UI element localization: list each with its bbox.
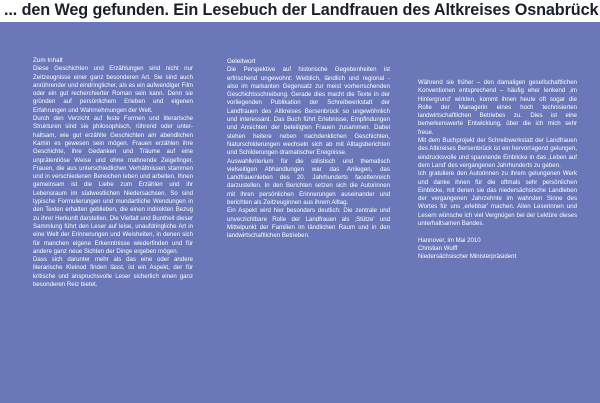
- paragraph: Diese Geschichten und Erzählungen sind nicht nur Zeitzeugnisse einer ganz besonderen Art. Sie sind auch anrührender und eindringlicher, als es ein aufwendiger Film oder ein gut recherchierter Roman sein kann. Denn sie gründen auf persönlichem Erleben und eigenen Erfahrungen und Wahrnehmungen der Welt.: [33, 65, 193, 114]
- paragraph: Mit dem Buchprojekt der Schreibwerkstatt der Landfrauen des Altkreises Bersenbrück ist ein hervorragend gelungen, eindrucksvolle und spannende Einblicke in das ‚Leben auf dem Land' des vergangenen Jahrhunderts zu geben.: [418, 137, 577, 169]
- paragraph: Ich gratuliere den Autorinnen zu ihrem gelungenen Werk und danke ihnen für die oftmals sehr persönlichen Einblicke, mit denen sie das niedersächsische Landleben der vergangenen Jahrzehnte im wahrsten Sinne des Wortes für uns ‚erlebbar' machen. Allen Leserinnen und Lesern wünsche ich viel Vergnügen bei der Lektüre dieses unterhaltsamen Bandes.: [418, 170, 577, 228]
- section-heading-geleitwort: Geleitwort: [227, 58, 256, 65]
- paragraph: Durch den Verzicht auf feste Formen und literarische Strukturen sind sie philosophisch, rührend oder unter-haltsam, wie gut erzählte Geschichten am abendlichen Kamin es gewesen sein mögen. Frauen erzählen ihre Geschichte, ihre Gedanken und Träume auf eine unprätentiöse Weise und ohne mahnende Zeigefinger, Frauen, die aus unterschiedlichen Verhältnissen stammen und in verschiedenen Bereichen leben und arbeiten. Ihnen gemeinsam ist die Liebe zum Erzählen und ihr Lebensraum im südwestlichen Niedersachsen. So sind typische Formulierungen und mundartliche Wendungen in den Texten erhalten geblieben, die einen indirekten Bezug zu ihrer Herkunft darstellen. Die Vielfalt und Buntheit dieser Sammlung führt den Leser auf leise, unaufdringliche Art in eine Welt der Erinnerungen und Weisheiten, in denen sich für manchen eigene Erkenntnisse wiederfinden und für andere ganz neue Sichten der Dinge ergeben mögen.: [33, 115, 193, 255]
- paragraph: Dass sich darunter mehr als das eine oder andere literarische Kleinod finden lässt, ist ein Aspekt, der für kritische und anspruchsvolle Leser sicherlich einen ganz besonderen Reiz bietet.: [33, 256, 193, 289]
- signature-title: Niedersächsischer Ministerpräsident: [418, 253, 517, 261]
- signature-date: Hannover, im Mai 2010: [418, 236, 481, 244]
- page-title: ... den Weg gefunden. Ein Lesebuch der Landfrauen des Altkreises Osnabrück: [4, 1, 599, 19]
- column-geleitwort: [227, 58, 390, 241]
- paragraph: Die Perspektive auf historische Gegebenheiten ist erfrischend ungewohnt: Weiblich, ländlich und regional - also im markanten Gegensatz zur meist vorherrschenden Geschichtsschreibung. Gerade dies macht die Texte in der vorliegenden Publikation der Schreibwerkstatt der Landfrauen des Altkreises Bersenbrück so ungewöhnlich und interessant. Das Buch führt Erlebnisse, Empfindungen und Ansichten der beteiligten Frauen zusammen. Dabei stehen heitere neben nachdenklichen Geschichten, Naturschilderungen wechseln sich ab mit Alltagsberichten und Schilderungen dramatischer Ereignisse.: [227, 66, 390, 157]
- signature-block: [418, 237, 577, 262]
- title-bar: [0, 0, 600, 22]
- column-geleitwort-continued: [418, 79, 577, 262]
- column-zum-inhalt: [33, 57, 193, 289]
- signature-name: Christian Wulff: [418, 244, 458, 252]
- paragraph: Während sie früher – den damaligen gesellschaftlichen Konventionen entsprechend – häufig eher lenkend ‚im Hintergrund' wirkten, kommt ihnen heute oft sogar die Rolle der Managerin eines hoch technisierten landwirtschaftlichen Betriebes zu. Dies ist eine bemerkenswerte Entwicklung, über die ich mich sehr freue.: [418, 79, 577, 136]
- section-heading-zum-inhalt: Zum Inhalt: [33, 57, 63, 64]
- paragraph: Auswahlkriterium für die stilistisch und thematisch vielseitigen Abhandlungen war das Anliegen, das Landfrauenleben des 20. Jahrhunderts facettenreich darzustellen. In den Berichten setzen sich die Autorinnen mit ihren persönlichen Erinnerungen auseinander und berichten als Zeitzeuginnen aus ihrem Alltag.: [227, 157, 390, 207]
- paragraph: Ein Aspekt wird hier besonders deutlich: Die zentrale und unverzichtbare Rolle der Landfrauen als ‚Stütze' und Mittelpunkt der Familien im ländlichen Raum und in den landwirtschaftlichen Betrieben.: [227, 207, 390, 240]
